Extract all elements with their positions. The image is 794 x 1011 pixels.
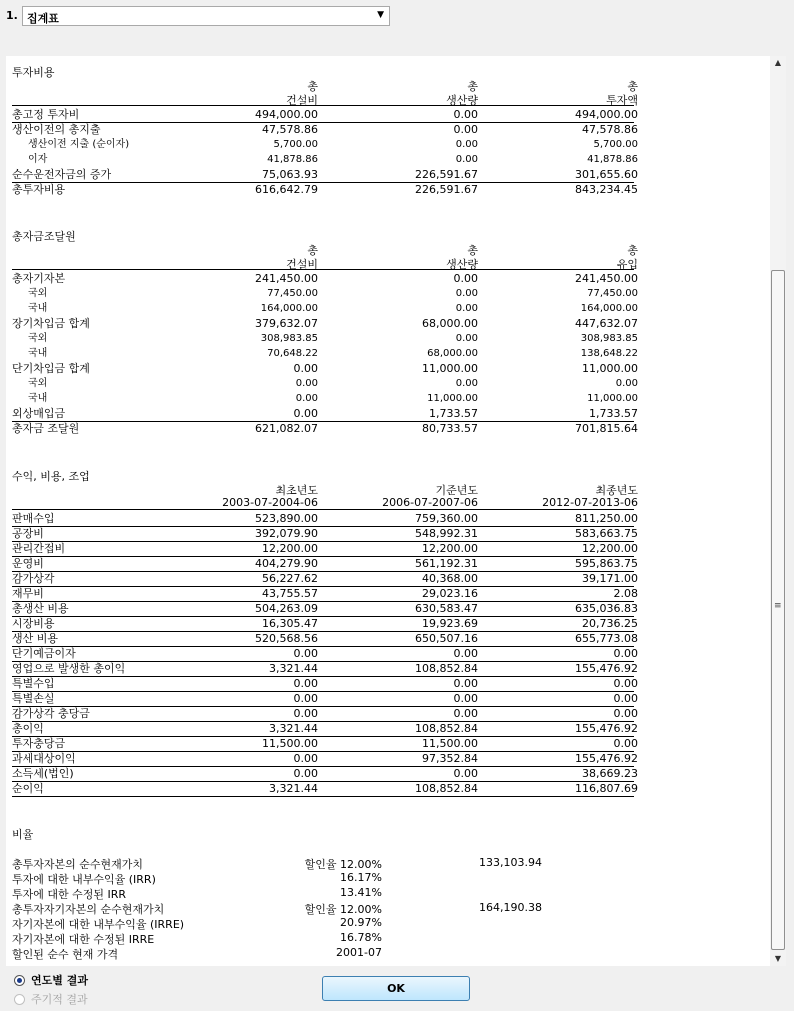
table-row (12, 542, 638, 557)
row-value: 47,578.86 (582, 123, 638, 136)
table-row (12, 617, 638, 632)
table-row (12, 662, 638, 677)
ratio-label: 총투자자본의 순수현재가치 (12, 858, 144, 871)
row-value: 523,890.00 (255, 512, 318, 525)
table-row (12, 722, 638, 737)
row-label: 장기차입금 합계 (12, 317, 90, 330)
radio-annual-results[interactable] (14, 972, 88, 988)
row-value: 226,591.67 (415, 168, 478, 181)
row-value: 38,669.23 (582, 767, 638, 780)
row-value: 0.00 (453, 272, 478, 285)
row-label: 총이익 (12, 722, 44, 735)
row-label: 생산이전 지출 (순이자) (28, 139, 130, 150)
row-value: 3,321.44 (269, 662, 318, 675)
table-row (12, 752, 638, 767)
row-value: 11,000.00 (422, 362, 478, 375)
row-label: 판매수입 (12, 512, 55, 525)
column-header-cell: 건설비 (286, 258, 318, 271)
row-value: 0.00 (293, 407, 318, 420)
row-value: 520,568.56 (255, 632, 318, 645)
row-value: 12,200.00 (422, 542, 478, 555)
row-value: 0.00 (293, 752, 318, 765)
table-row (12, 153, 638, 168)
table-row (12, 287, 638, 302)
table-row (12, 602, 638, 617)
row-value: 0.00 (613, 647, 638, 660)
row-value: 0.00 (293, 362, 318, 375)
row-value: 77,450.00 (267, 288, 318, 299)
row-label: 운영비 (12, 557, 44, 570)
row-value: 0.00 (613, 692, 638, 705)
report-content (6, 56, 770, 966)
income-column-header-2 (12, 496, 638, 510)
ratio-row (12, 931, 712, 946)
column-header-cell: 생산량 (446, 94, 478, 107)
column-header-cell: 총 (627, 80, 638, 93)
row-value: 635,036.83 (575, 602, 638, 615)
row-value: 630,583.47 (415, 602, 478, 615)
ratio-label: 할인된 순수 현재 가격 (12, 948, 119, 961)
row-value: 616,642.79 (255, 183, 318, 196)
table-row (12, 407, 638, 422)
ratio-row (12, 916, 712, 931)
table-row (12, 707, 638, 722)
row-value: 504,263.09 (255, 602, 318, 615)
table-row (12, 302, 638, 317)
row-label: 단기차입금 합계 (12, 362, 90, 375)
row-value: 0.00 (455, 378, 478, 389)
row-value: 308,983.85 (260, 333, 318, 344)
row-value: 0.00 (613, 677, 638, 690)
ratio-value: 16.17% (340, 871, 382, 884)
row-value: 226,591.67 (415, 183, 478, 196)
row-label: 총자기자본 (12, 272, 66, 285)
row-value: 0.00 (453, 692, 478, 705)
row-value: 47,578.86 (262, 123, 318, 136)
investment-column-header-2 (12, 92, 638, 107)
column-header-cell: 건설비 (286, 94, 318, 107)
ratio-row (12, 901, 712, 916)
table-row (12, 572, 638, 587)
table-row (12, 737, 638, 752)
table-row (12, 362, 638, 377)
row-value: 11,500.00 (262, 737, 318, 750)
row-value: 11,000.00 (582, 362, 638, 375)
table-row (12, 332, 638, 347)
row-value: 11,000.00 (427, 393, 478, 404)
row-value: 5,700.00 (593, 139, 638, 150)
row-label: 순수운전자금의 증가 (12, 168, 112, 181)
row-value: 0.00 (293, 677, 318, 690)
ratios-section-title: 비율 (12, 828, 34, 841)
column-header-cell: 기준년도 (435, 484, 478, 497)
row-value: 561,192.31 (415, 557, 478, 570)
table-row (12, 527, 638, 542)
row-label: 순이익 (12, 782, 44, 795)
ratio-value: 할인율 12.00% (304, 858, 382, 871)
row-value: 41,878.86 (267, 154, 318, 165)
row-value: 392,079.90 (255, 527, 318, 540)
table-row (12, 587, 638, 602)
scroll-down-icon[interactable]: ▼ (774, 954, 782, 963)
row-value: 1,733.57 (589, 407, 638, 420)
row-value: 70,648.22 (267, 348, 318, 359)
row-value: 0.00 (455, 303, 478, 314)
ratio-label: 자기자본에 대한 내부수익율 (IRRE) (12, 918, 185, 931)
table-row (12, 168, 638, 183)
table-row (12, 123, 638, 138)
ratio-label: 투자에 대한 내부수익율 (IRR) (12, 873, 156, 886)
row-label: 재무비 (12, 587, 44, 600)
row-value: 595,863.75 (575, 557, 638, 570)
row-value: 0.00 (453, 108, 478, 121)
row-value: 3,321.44 (269, 782, 318, 795)
table-row (12, 512, 638, 527)
row-value: 0.00 (295, 378, 318, 389)
row-value: 80,733.57 (422, 422, 478, 435)
dialog-footer (0, 966, 794, 1011)
radio-unselected-icon[interactable] (14, 994, 25, 1005)
row-value: 68,000.00 (422, 317, 478, 330)
column-header-cell: 총 (307, 244, 318, 257)
column-header-cell: 총 (307, 80, 318, 93)
row-value: 379,632.07 (255, 317, 318, 330)
table-row (12, 272, 638, 287)
report-type-dropdown[interactable] (22, 6, 390, 26)
column-header-cell: 총 (467, 80, 478, 93)
table-row (12, 647, 638, 662)
column-header-cell: 2012-07-2013-06 (542, 496, 638, 509)
row-label: 총자금 조달원 (12, 422, 80, 435)
row-value: 75,063.93 (262, 168, 318, 181)
row-value: 494,000.00 (255, 108, 318, 121)
row-value: 701,815.64 (575, 422, 638, 435)
table-row (12, 392, 638, 407)
row-label: 특별손실 (12, 692, 55, 705)
row-value: 0.00 (293, 707, 318, 720)
row-value: 155,476.92 (575, 752, 638, 765)
ratio-row (12, 886, 712, 901)
table-row (12, 782, 638, 797)
investment-column-header-1 (12, 78, 638, 93)
column-header-cell: 2006-07-2007-06 (382, 496, 478, 509)
row-value: 0.00 (455, 139, 478, 150)
row-label: 감가상각 충당금 (12, 707, 90, 720)
table-row (12, 767, 638, 782)
table-row (12, 422, 638, 437)
row-value: 68,000.00 (427, 348, 478, 359)
row-label: 국외 (28, 333, 48, 344)
funding-section-title: 총자금조달원 (12, 230, 76, 243)
row-label: 국외 (28, 288, 48, 299)
row-value: 308,983.85 (580, 333, 638, 344)
row-value: 138,648.22 (580, 348, 638, 359)
row-value: 116,807.69 (575, 782, 638, 795)
column-header-cell: 최종년도 (595, 484, 638, 497)
column-header-cell: 최초년도 (275, 484, 318, 497)
row-label: 투자충당금 (12, 737, 66, 750)
row-value: 164,000.00 (260, 303, 318, 314)
row-value: 759,360.00 (415, 512, 478, 525)
row-label: 총고정 투자비 (12, 108, 80, 121)
row-value: 0.00 (615, 378, 638, 389)
row-value: 97,352.84 (422, 752, 478, 765)
row-value: 16,305.47 (262, 617, 318, 630)
ratio-value: 2001-07 (336, 946, 382, 959)
ok-button[interactable]: OK (322, 976, 470, 1001)
table-row (12, 677, 638, 692)
ratio-row (12, 946, 712, 961)
row-value: 650,507.16 (415, 632, 478, 645)
row-label: 국외 (28, 378, 48, 389)
row-value: 0.00 (453, 707, 478, 720)
row-value: 108,852.84 (415, 722, 478, 735)
income-section-title: 수익, 비용, 조업 (12, 470, 90, 483)
row-value: 2.08 (613, 587, 638, 600)
row-value: 39,171.00 (582, 572, 638, 585)
row-value: 0.00 (453, 647, 478, 660)
row-label: 시장비용 (12, 617, 55, 630)
row-label: 외상매입금 (12, 407, 66, 420)
ratio-label: 총투자자기자본의 순수현재가치 (12, 903, 165, 916)
row-value: 1,733.57 (429, 407, 478, 420)
investment-section-title: 투자비용 (12, 66, 55, 79)
row-value: 447,632.07 (575, 317, 638, 330)
row-value: 5,700.00 (273, 139, 318, 150)
row-label: 특별수입 (12, 677, 55, 690)
selector-number: 1. (6, 9, 18, 22)
row-label: 관리간접비 (12, 542, 66, 555)
vertical-scrollbar[interactable] (770, 56, 786, 966)
row-value: 108,852.84 (415, 662, 478, 675)
row-value: 12,200.00 (582, 542, 638, 555)
report-type-value: 집계표 (27, 12, 59, 25)
row-value: 655,773.08 (575, 632, 638, 645)
row-value: 29,023.16 (422, 587, 478, 600)
column-header-cell: 유입 (616, 258, 638, 271)
row-label: 국내 (28, 393, 48, 404)
row-value: 20,736.25 (582, 617, 638, 630)
table-row (12, 108, 638, 123)
row-label: 생산 비용 (12, 632, 59, 645)
grip-icon: ≡ (774, 601, 782, 611)
row-label: 국내 (28, 348, 48, 359)
radio-periodic-label: 주기적 결과 (31, 993, 88, 1006)
row-value: 843,234.45 (575, 183, 638, 196)
report-panel (6, 56, 786, 966)
row-value: 0.00 (455, 288, 478, 299)
row-value: 3,321.44 (269, 722, 318, 735)
row-value: 0.00 (455, 333, 478, 344)
table-row (12, 377, 638, 392)
row-value: 41,878.86 (587, 154, 638, 165)
row-value: 108,852.84 (415, 782, 478, 795)
chevron-down-icon[interactable]: ▼ (377, 10, 384, 20)
row-label: 공장비 (12, 527, 44, 540)
column-header-cell: 생산량 (446, 258, 478, 271)
row-value: 241,450.00 (255, 272, 318, 285)
table-row (12, 692, 638, 707)
row-label: 총투자비용 (12, 183, 66, 196)
funding-column-header-1 (12, 242, 638, 257)
ratio-value: 할인율 12.00% (304, 903, 382, 916)
row-value: 621,082.07 (255, 422, 318, 435)
row-label: 이자 (28, 154, 48, 165)
row-value: 494,000.00 (575, 108, 638, 121)
row-label: 감가상각 (12, 572, 55, 585)
row-value: 164,000.00 (580, 303, 638, 314)
table-row (12, 183, 638, 198)
row-value: 811,250.00 (575, 512, 638, 525)
row-value: 0.00 (453, 677, 478, 690)
radio-annual-label: 연도별 결과 (31, 974, 88, 987)
row-value: 241,450.00 (575, 272, 638, 285)
row-value: 40,368.00 (422, 572, 478, 585)
row-value: 404,279.90 (255, 557, 318, 570)
row-label: 국내 (28, 303, 48, 314)
table-row (12, 317, 638, 332)
row-value: 155,476.92 (575, 662, 638, 675)
row-value: 19,923.69 (422, 617, 478, 630)
radio-selected-icon[interactable] (14, 975, 25, 986)
ratio-label: 투자에 대한 수정된 IRR (12, 888, 127, 901)
row-value: 548,992.31 (415, 527, 478, 540)
ratio-npv-value: 164,190.38 (479, 901, 542, 914)
ratio-value: 13.41% (340, 886, 382, 899)
ratio-row (12, 856, 712, 871)
row-value: 0.00 (453, 767, 478, 780)
column-header-cell: 투자액 (606, 94, 638, 107)
scroll-up-icon[interactable]: ▲ (774, 58, 782, 67)
column-header-cell: 2003-07-2004-06 (222, 496, 318, 509)
row-value: 0.00 (453, 123, 478, 136)
funding-column-header-2 (12, 256, 638, 271)
row-value: 11,000.00 (587, 393, 638, 404)
table-row (12, 557, 638, 572)
ratio-label: 자기자본에 대한 수정된 IRRE (12, 933, 155, 946)
row-value: 0.00 (293, 647, 318, 660)
row-label: 단기예금이자 (12, 647, 76, 660)
row-value: 583,663.75 (575, 527, 638, 540)
income-column-header-1 (12, 482, 638, 497)
row-value: 11,500.00 (422, 737, 478, 750)
row-label: 소득세(법인) (12, 767, 74, 780)
ratio-value: 16.78% (340, 931, 382, 944)
ratio-row (12, 871, 712, 886)
row-value: 301,655.60 (575, 168, 638, 181)
row-value: 56,227.62 (262, 572, 318, 585)
row-value: 0.00 (613, 707, 638, 720)
row-label: 생산이전의 총지출 (12, 123, 101, 136)
table-row (12, 347, 638, 362)
row-value: 43,755.57 (262, 587, 318, 600)
row-value: 0.00 (293, 692, 318, 705)
row-value: 155,476.92 (575, 722, 638, 735)
row-value: 0.00 (293, 767, 318, 780)
row-label: 영업으로 발생한 총이익 (12, 662, 126, 675)
table-row (12, 138, 638, 153)
row-value: 0.00 (613, 737, 638, 750)
table-row (12, 632, 638, 647)
row-value: 77,450.00 (587, 288, 638, 299)
row-value: 0.00 (455, 154, 478, 165)
row-label: 과세대상이익 (12, 752, 76, 765)
ratio-npv-value: 133,103.94 (479, 856, 542, 869)
row-value: 0.00 (295, 393, 318, 404)
column-header-cell: 총 (467, 244, 478, 257)
row-value: 12,200.00 (262, 542, 318, 555)
radio-periodic-results[interactable] (14, 991, 88, 1007)
ratio-value: 20.97% (340, 916, 382, 929)
report-selector-bar (0, 0, 794, 54)
scroll-thumb[interactable] (771, 270, 785, 950)
row-label: 총생산 비용 (12, 602, 69, 615)
column-header-cell: 총 (627, 244, 638, 257)
